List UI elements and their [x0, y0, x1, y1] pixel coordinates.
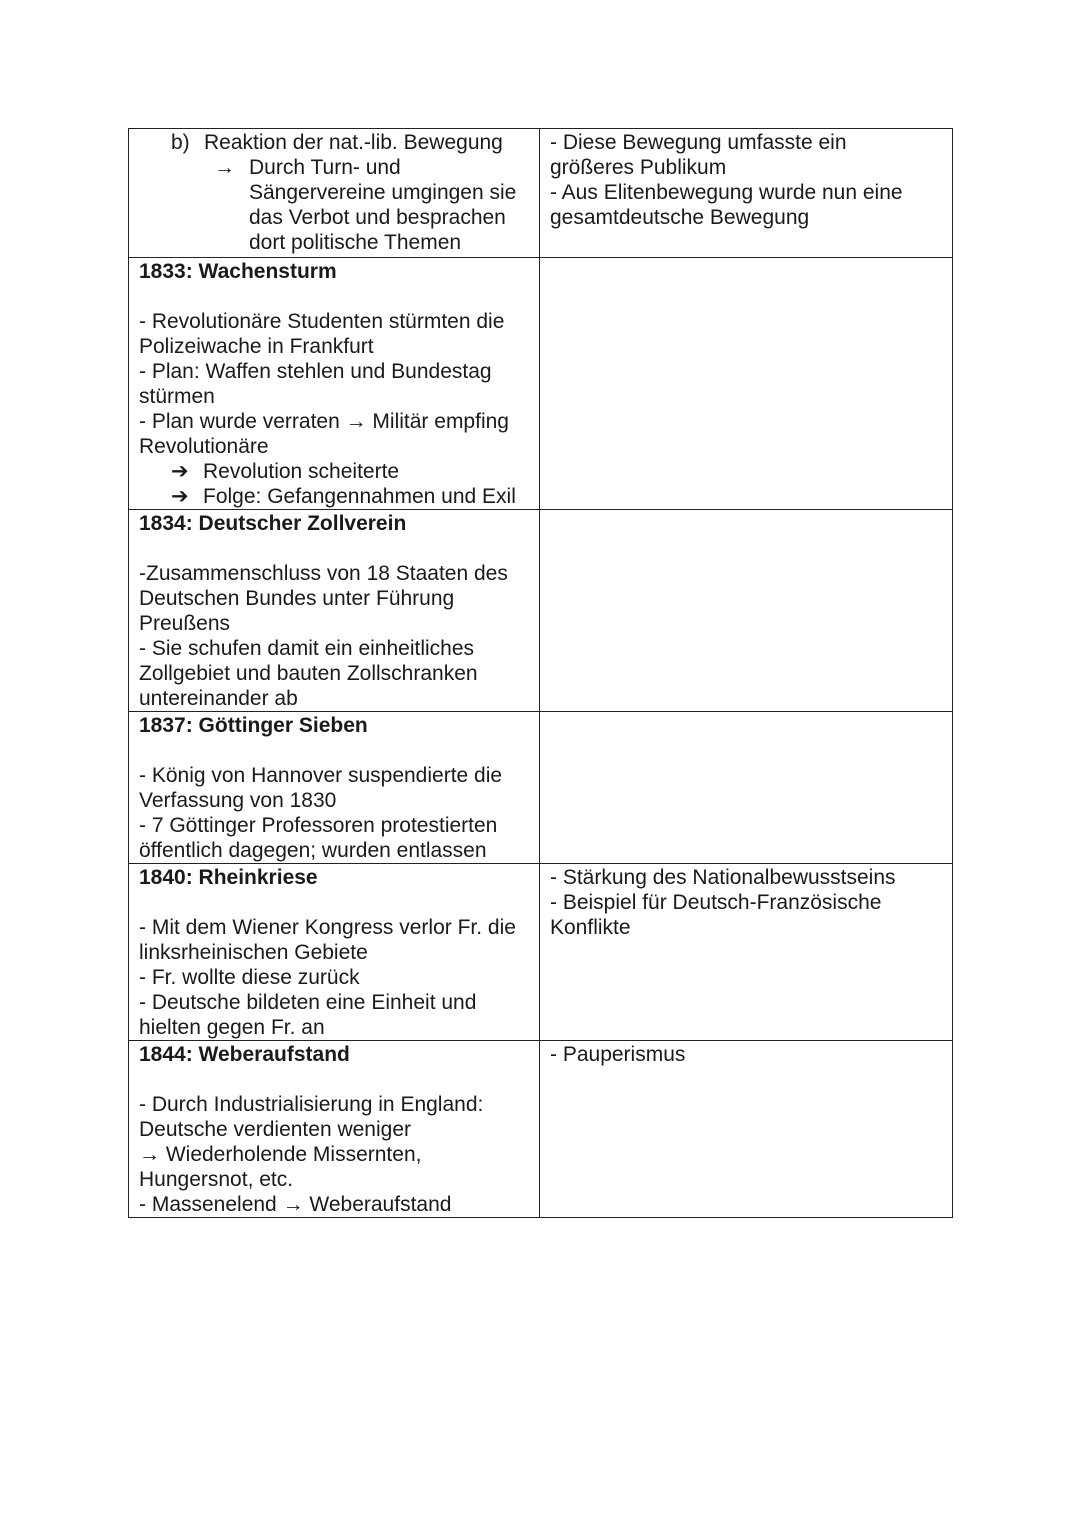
table-row	[129, 510, 953, 712]
note-text: - Fr. wollte diese zurück	[139, 966, 360, 989]
note-text: - 7 Göttinger Professoren protestierten	[139, 814, 498, 837]
table-row	[129, 712, 953, 864]
section-title: 1833: Wachensturm	[139, 260, 337, 283]
note-text: - Revolutionäre Studenten stürmten die	[139, 310, 505, 333]
note-text: größeres Publikum	[550, 156, 727, 179]
section-title: 1834: Deutscher Zollverein	[139, 512, 407, 535]
note-text: -Zusammenschluss von 18 Staaten des	[139, 562, 508, 585]
item-text: Reaktion der nat.-lib. Bewegung	[204, 131, 503, 154]
note-text: Deutsche verdienten weniger	[139, 1118, 411, 1141]
table-row	[129, 129, 953, 258]
section-title: 1844: Weberaufstand	[139, 1043, 350, 1066]
note-text: Deutschen Bundes unter Führung	[139, 587, 455, 610]
sub-item	[139, 155, 529, 255]
sub-text: das Verbot und besprachen	[249, 206, 506, 229]
table-row	[129, 864, 953, 1041]
note-text: Revolution scheiterte	[203, 460, 400, 483]
note-text: untereinander ab	[139, 687, 298, 710]
note-text: - Stärkung des Nationalbewusstseins	[550, 866, 896, 889]
sub-text: dort politische Themen	[249, 231, 462, 254]
note-text: - Massenelend → Weberaufstand	[139, 1193, 452, 1216]
note-text: - Deutsche bildeten eine Einheit und	[139, 991, 477, 1014]
note-text: - Plan wurde verraten → Militär empfing	[139, 410, 509, 433]
note-text: - Plan: Waffen stehlen und Bundestag	[139, 360, 492, 383]
right-cell	[540, 864, 953, 1041]
note-text: Revolutionäre	[139, 435, 269, 458]
note-text: Folge: Gefangennahmen und Exil	[203, 485, 516, 508]
left-cell	[129, 129, 540, 258]
note-text: öffentlich dagegen; wurden entlassen	[139, 839, 487, 862]
left-cell	[129, 712, 540, 864]
list-item	[139, 459, 529, 484]
note-text: Zollgebiet und bauten Zollschranken	[139, 662, 478, 685]
note-text: - Pauperismus	[550, 1043, 686, 1066]
note-text: - Sie schufen damit ein einheitliches	[139, 637, 475, 660]
note-text: - Aus Elitenbewegung wurde nun eine	[550, 181, 903, 204]
right-cell	[540, 510, 953, 712]
sub-text: Sängervereine umgingen sie	[249, 181, 517, 204]
note-text: Polizeiwache in Frankfurt	[139, 335, 374, 358]
arrow-icon: ➔	[171, 460, 189, 483]
note-text: Verfassung von 1830	[139, 789, 337, 812]
arrow-icon: ➔	[171, 485, 189, 508]
left-cell	[129, 864, 540, 1041]
right-cell	[540, 258, 953, 510]
note-text: - Mit dem Wiener Kongress verlor Fr. die	[139, 916, 516, 939]
note-text: Konflikte	[550, 916, 631, 939]
sub-text: Durch Turn- und	[249, 156, 401, 179]
note-text: Hungersnot, etc.	[139, 1168, 294, 1191]
list-item	[139, 130, 529, 155]
note-text: → Wiederholende Missernten,	[139, 1143, 422, 1166]
section-title: 1840: Rheinkriese	[139, 866, 318, 889]
item-label: b)	[171, 131, 190, 154]
note-text: hielten gegen Fr. an	[139, 1016, 325, 1039]
note-text: - Diese Bewegung umfasste ein	[550, 131, 847, 154]
list-item	[139, 484, 529, 509]
left-cell	[129, 258, 540, 510]
note-text: - Beispiel für Deutsch-Französische	[550, 891, 882, 914]
table-row	[129, 258, 953, 510]
note-text: gesamtdeutsche Bewegung	[550, 206, 810, 229]
section-title: 1837: Göttinger Sieben	[139, 714, 368, 737]
right-cell	[540, 712, 953, 864]
left-cell	[129, 1041, 540, 1218]
note-text: linksrheinischen Gebiete	[139, 941, 368, 964]
arrow-icon: →	[214, 156, 235, 179]
left-cell	[129, 510, 540, 712]
notes-table	[128, 128, 953, 1218]
note-text: stürmen	[139, 385, 215, 408]
table-row	[129, 1041, 953, 1218]
right-cell	[540, 1041, 953, 1218]
note-text: - Durch Industrialisierung in England:	[139, 1093, 484, 1116]
note-text: Preußens	[139, 612, 231, 635]
right-cell	[540, 129, 953, 258]
note-text: - König von Hannover suspendierte die	[139, 764, 503, 787]
